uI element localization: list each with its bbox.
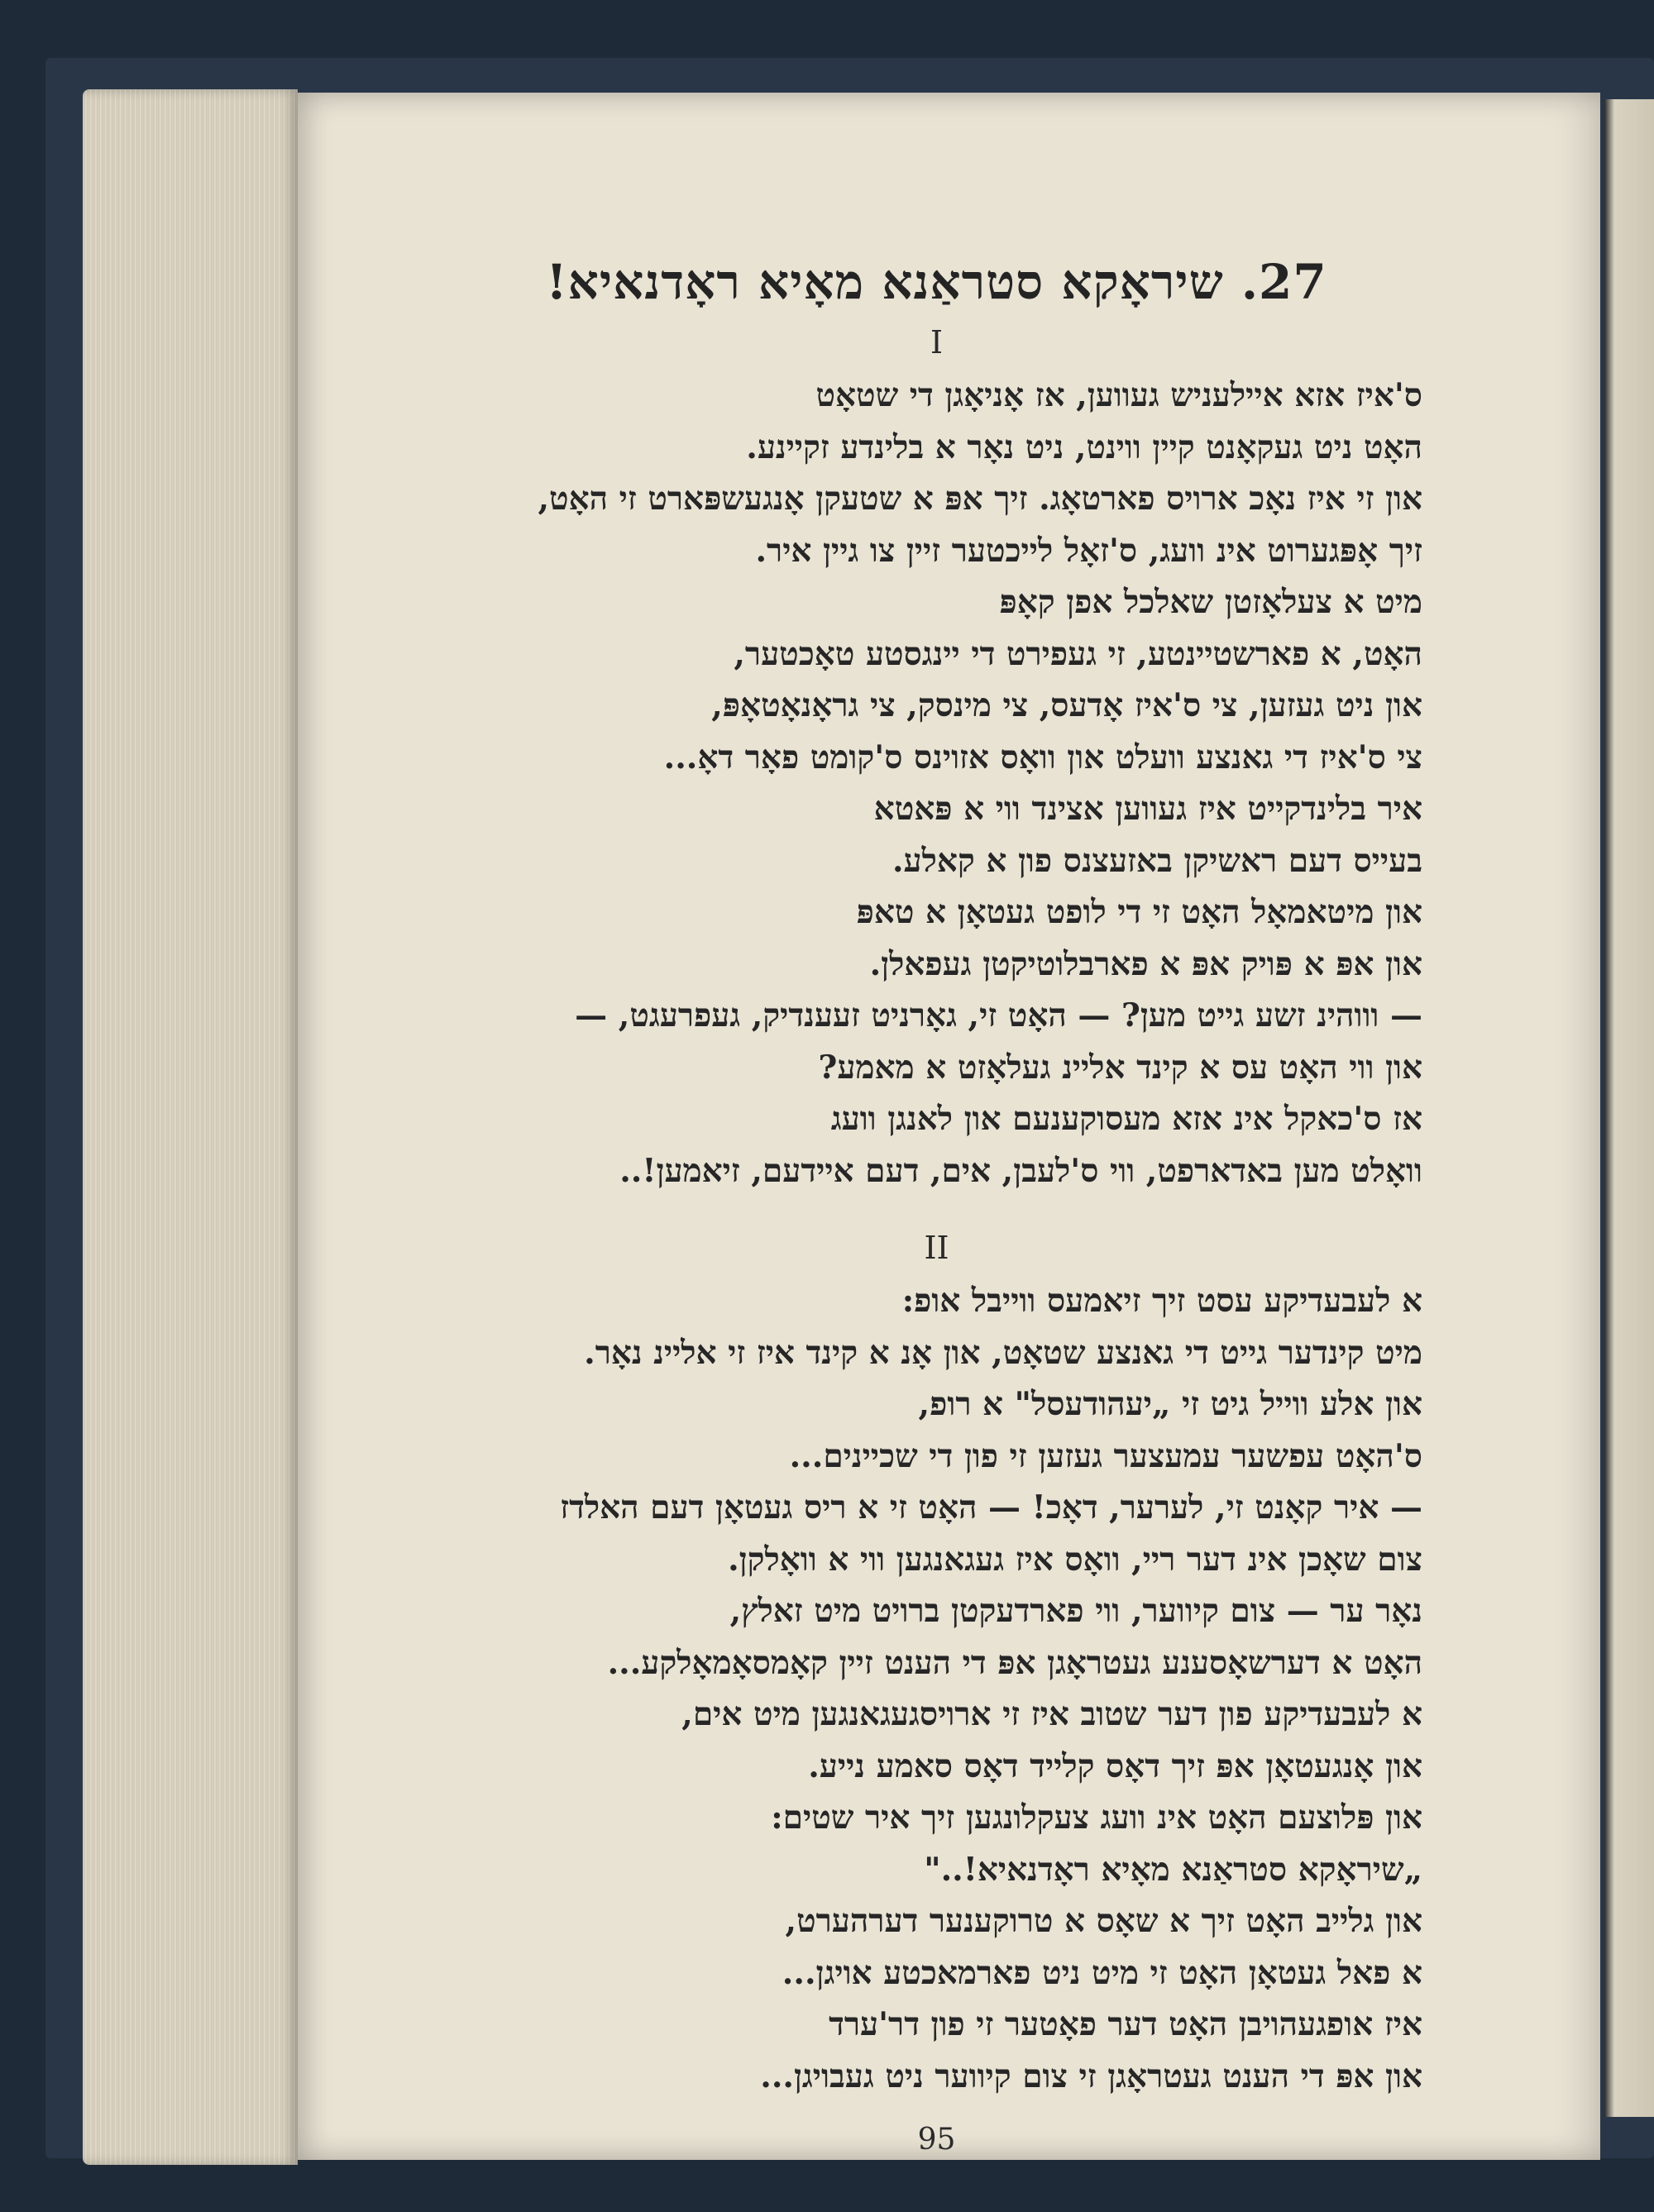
poem-line: א לעבעדיקע עסט זיך זיאמעס ווייבל אופ:	[901, 1282, 1422, 1320]
section-1-lines	[451, 370, 1422, 1197]
poem-line: מיט קינדער גייט די גאנצע שטאָט, און אָנ א קינד איז זי אליינ נאָר.	[584, 1333, 1422, 1372]
poem-line: נאָר ער — צום קיווער, ווי פארדעקטן ברויט מיט זאלץ,	[729, 1592, 1422, 1630]
poem-line: מיט א צעלאָזטן שאלכל אפן קאָפּ	[999, 583, 1422, 621]
poem-line: — וווהינ זשע גייט מען? — האָט זי, גאָרניט זעענדיק, געפרעגט, —	[575, 996, 1422, 1034]
poem-line: האָט א דערשאָסענע געטראָגן אפּ די הענט זיין קאָמסאָמאָלקע...	[607, 1643, 1422, 1682]
page-content	[451, 175, 1422, 2157]
next-page-edge	[1604, 99, 1654, 2117]
poem-line: — איר קאָנט זי, לערער, דאָכ! — האָט זי א ריס געטאָן דעם האלדז	[560, 1488, 1422, 1526]
section-number-2: II	[924, 1230, 949, 1266]
poem-line: איר בלינדקייט איז געווען אצינד ווי א פּאטא	[873, 790, 1422, 828]
book-page	[298, 93, 1600, 2160]
section-number-1: I	[930, 324, 943, 361]
poem-line: ס'האָט עפשער עמעצער געזען זי פון די שכיינים...	[789, 1436, 1422, 1475]
poem-line: צום שאָכן אינ דער ריי, וואָס איז געגאנגען ווי א וואָלקן.	[728, 1540, 1422, 1579]
poem-line: און אפּ א פּויק אפּ א פארבלוטיקטן געפאלן.	[869, 944, 1422, 983]
poem-line: „שיראָקא סטראַנא מאָיא ראָדנאיא!.."	[924, 1850, 1422, 1889]
poem-line: און זי איז נאָכ ארויס פארטאָג. זיך אפּ א שטעקן אָנגעשפּארט זי האָט,	[538, 480, 1422, 518]
poem-line: און אפּ די הענט געטראָגן זי צום קיווער ניט געבויגן...	[760, 2057, 1422, 2095]
poem-line: א פאל געטאָן האָט זי מיט ניט פארמאכטע אויגן...	[782, 1953, 1422, 1992]
poem-line: און פּלוצעם האָט אינ וועג צעקלונגען זיך איר שטים:	[771, 1799, 1422, 1837]
poem-line: בעייס דעם ראשיקן באזעצנס פון א קאלע.	[892, 841, 1422, 880]
poem-line: א לעבעדיקע פון דער שטוב איז זי ארויסגעגאנגען מיט אים,	[681, 1695, 1422, 1733]
poem-line: איז אופגעהויבן האָט דער פאָטער זי פון דר'ערד	[829, 2005, 1422, 2043]
poem-line: און ניט געזען, צי ס'איז אָדעס, צי מינסק, צי גראָנאָטאָפּ,	[711, 686, 1422, 724]
poem-line: זיך אָפּגערוט אינ וועג, ס'זאָל לייכטער זיין צו גיין איר.	[755, 531, 1422, 570]
poem-line: אז ס'כאקל אינ אזא מעסוקענעם און לאנגן וועג	[830, 1100, 1422, 1138]
poem-line: און אלע ווייל גיט זי „יעהודעסל" א רופ,	[918, 1385, 1422, 1423]
poem-line: און ווי האָט עס א קינד אליינ געלאָזט א מאמע?	[818, 1048, 1422, 1087]
poem-line: און גלייב האָט זיך א שאָס א טרוקענער דערהערט,	[785, 1902, 1422, 1940]
poem-title: 27. שיראָקא סטראַנא מאָיא ראָדנאיא!	[546, 254, 1327, 310]
poem-line: און מיטאמאָל האָט זי די לופט געטאָן א טאפּ	[856, 893, 1422, 931]
page-edges	[83, 89, 298, 2165]
section-2-lines	[451, 1275, 1422, 2102]
poem-line: האָט ניט געקאָנט קיין ווינט, ניט נאָר א בלינדע זקיינע.	[746, 428, 1422, 466]
page-number: 95	[917, 2123, 956, 2157]
poem-line: צי ס'איז די גאנצע וועלט און וואָס אזוינס ס'קומט פאָר דאָ...	[663, 738, 1422, 776]
poem-line: האָט, א פארשטיינטע, זי געפירט די יינגסטע טאָכטער,	[734, 634, 1422, 673]
poem-line: ס'איז אזא איילעניש געווען, אז אָניאָגן די שטאָט	[815, 376, 1422, 414]
poem-line: וואָלט מען באדארפט, ווי ס'לעבן, אים, דעם איידעם, זיאמען!..	[619, 1151, 1422, 1190]
poem-line: און אָנגעטאָן אפּ זיך דאָס קלייד דאָס סאמע נייע.	[808, 1746, 1422, 1785]
